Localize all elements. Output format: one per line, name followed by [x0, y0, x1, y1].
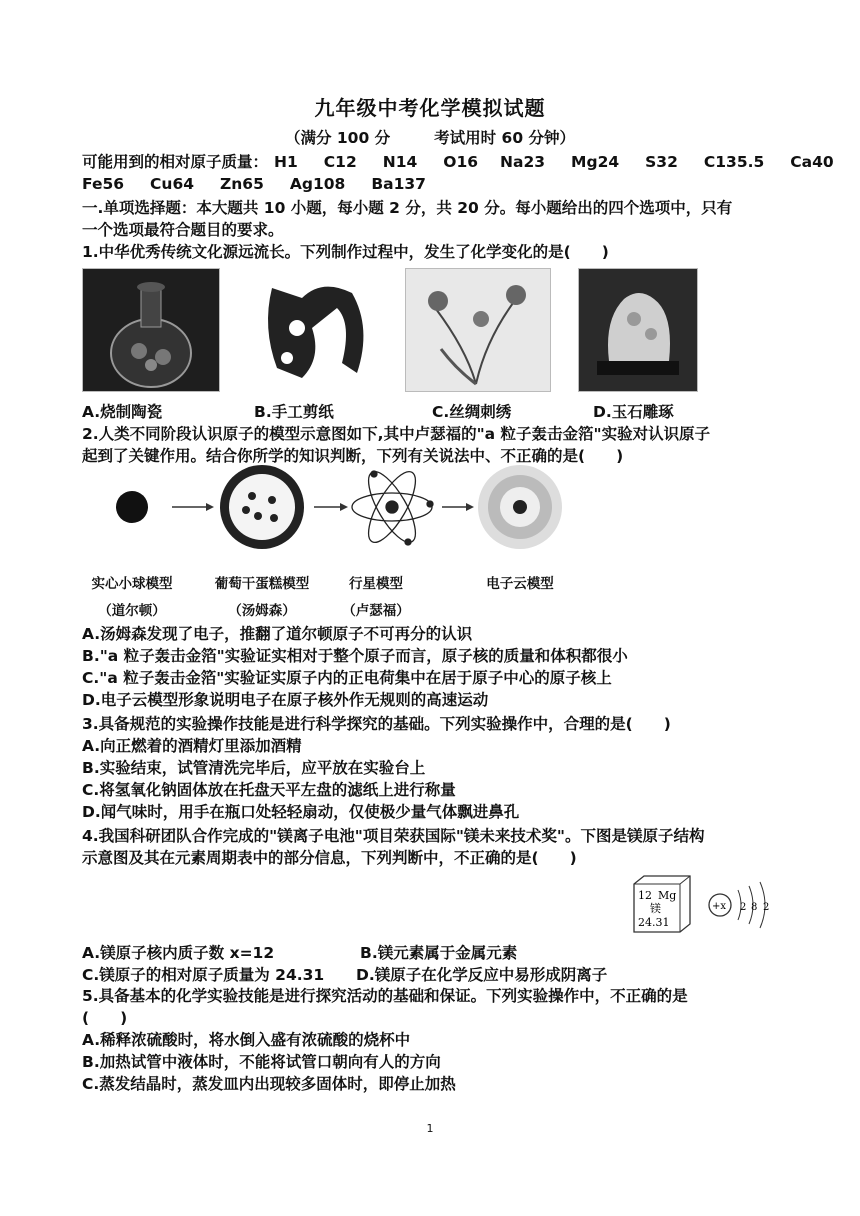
planetary-model: [352, 465, 433, 548]
q1-option-c: C.丝绸刺绣: [432, 403, 512, 421]
atom-structure-diagram: [709, 882, 769, 928]
atomic-mass-item: H1: [274, 153, 298, 171]
solid-sphere-model: [116, 491, 148, 523]
q4-option-d: D.镁原子在化学反应中易形成阴离子: [356, 966, 608, 984]
q4-option-b: B.镁元素属于金属元素: [360, 944, 518, 962]
q2-option-c: C."a 粒子轰击金箔"实验证实原子内的正电荷集中在居于原子中心的原子核上: [82, 669, 612, 687]
question-2-stem-1: 2.人类不同阶段认识原子的模型示意图如下,其中卢瑟福的"a 粒子轰击金箔"实验对认识原子: [82, 425, 711, 443]
atomic-mass-item: N14: [382, 153, 418, 171]
shell-electrons-3: 2: [763, 902, 770, 913]
atomic-mass-intro: 可能用到的相对原子质量：: [82, 153, 269, 171]
atomic-mass-item: Na23: [500, 153, 546, 171]
q4-option-a: A.镁原子核内质子数 x=12: [82, 944, 275, 962]
q5-option-b: B.加热试管中液体时，不能将试管口朝向有人的方向: [82, 1053, 441, 1071]
arrow-icon: [314, 503, 348, 511]
arrow-icon: [172, 503, 214, 511]
atomic-mass-item: C12: [323, 153, 357, 171]
atomic-mass-item: Fe56: [82, 175, 125, 193]
atomic-mass-item: Zn65: [220, 175, 264, 193]
model-caption-cloud: [474, 572, 566, 592]
model-name: 行星模型: [349, 576, 403, 592]
section-heading: 一.单项选择题：本大题共 10 小题，每小题 2 分，共 20 分。每小题给出的四个选项中，只有: [82, 199, 733, 217]
element-name: 镁: [650, 902, 661, 915]
plum-pudding-model: [220, 465, 304, 549]
shell-electrons-1: 2: [740, 902, 747, 913]
q3-option-c: C.将氢氧化钠固体放在托盘天平左盘的滤纸上进行称量: [82, 781, 456, 799]
atomic-mass-item: Mg24: [571, 153, 620, 171]
electron-cloud-model: [478, 465, 562, 549]
atomic-mass-item: C135.5: [703, 153, 765, 171]
atomic-models-diagram: [82, 460, 582, 560]
atomic-mass-row-2: [82, 174, 452, 194]
jade-carving-image: [578, 268, 698, 392]
q2-option-d: D.电子云模型形象说明电子在原子核外作无规则的高速运动: [82, 691, 489, 709]
section-heading-cont: 一个选项最符合题目的要求。: [82, 221, 284, 239]
q1-option-b: B.手工剪纸: [254, 403, 334, 421]
model-name: 葡萄干蛋糕模型: [214, 576, 310, 592]
pottery-vase-image: [82, 268, 220, 392]
question-4-stem-2: 示意图及其在元素周期表中的部分信息，下列判断中，不正确的是( ): [82, 849, 577, 867]
model-name: 电子云模型: [486, 576, 554, 592]
magnesium-info-diagram: [630, 872, 780, 936]
full-score: （满分 100 分: [284, 129, 391, 147]
page-number: 1: [426, 1122, 434, 1135]
model-caption-rutherford: [336, 572, 416, 619]
atomic-mass: 24.31: [638, 916, 670, 929]
q1-option-a: A.烧制陶瓷: [82, 403, 163, 421]
q3-option-b: B.实验结束，试管清洗完毕后，应平放在实验台上: [82, 759, 426, 777]
model-caption-dalton: [82, 572, 182, 619]
arrow-icon: [442, 503, 474, 511]
atomic-mass-item: Ca40: [790, 153, 834, 171]
q2-option-a: A.汤姆森发现了电子，推翻了道尔顿原子不可再分的认识: [82, 625, 473, 643]
paper-cut-image: [242, 268, 376, 390]
atomic-mass-item: Ag108: [289, 175, 346, 193]
question-1-stem: 1.中华优秀传统文化源远流长。下列制作过程中，发生了化学变化的是( ): [82, 243, 609, 261]
question-5-stem-1: 5.具备基本的化学实验技能是进行探究活动的基础和保证。下列实验操作中，不正确的是: [82, 987, 688, 1005]
exam-time: 考试用时 60 分钟）: [434, 129, 576, 147]
q3-option-d: D.闻气味时，用手在瓶口处轻轻扇动，仅使极少量气体飘进鼻孔: [82, 803, 520, 821]
model-caption-thomson: [206, 572, 318, 619]
q1-option-d: D.玉石雕琢: [593, 403, 674, 421]
q5-option-a: A.稀释浓硫酸时，将水倒入盛有浓硫酸的烧杯中: [82, 1031, 411, 1049]
atomic-mass-item: Ba137: [371, 175, 426, 193]
nucleus-charge: +x: [712, 901, 727, 912]
atomic-mass-item: O16: [443, 153, 479, 171]
atomic-mass-row-1: [82, 152, 834, 172]
embroidery-image: [405, 268, 551, 392]
question-2-stem-2: 起到了关键作用。结合你所学的知识判断，下列有关说法中、不正确的是( ): [82, 447, 624, 465]
subtitle: [0, 126, 860, 148]
question-5-stem-2: ( ): [82, 1009, 128, 1027]
model-name: 实心小球模型: [91, 576, 173, 592]
element-symbol: Mg: [658, 889, 677, 902]
shell-electrons-2: 8: [751, 902, 758, 913]
q5-option-c: C.蒸发结晶时，蒸发皿内出现较多固体时，即停止加热: [82, 1075, 456, 1093]
question-4-stem-1: 4.我国科研团队合作完成的"镁离子电池"项目荣获国际"镁未来技术奖"。下图是镁原子结构: [82, 827, 705, 845]
page-title: 九年级中考化学模拟试题: [314, 96, 546, 120]
q3-option-a: A.向正燃着的酒精灯里添加酒精: [82, 737, 302, 755]
atomic-mass-item: Cu64: [150, 175, 195, 193]
periodic-table-cell: [634, 876, 690, 932]
atomic-number: 12: [638, 889, 652, 902]
atomic-mass-item: S32: [645, 153, 678, 171]
q2-option-b: B."a 粒子轰击金箔"实验证实相对于整个原子而言，原子核的质量和体积都很小: [82, 647, 628, 665]
q4-option-c: C.镁原子的相对原子质量为 24.31: [82, 966, 325, 984]
model-person: （汤姆森）: [228, 603, 296, 619]
question-3-stem: 3.具备规范的实验操作技能是进行科学探究的基础。下列实验操作中，合理的是( ): [82, 715, 671, 733]
model-person: （卢瑟福）: [342, 603, 410, 619]
model-person: （道尔顿）: [98, 603, 166, 619]
